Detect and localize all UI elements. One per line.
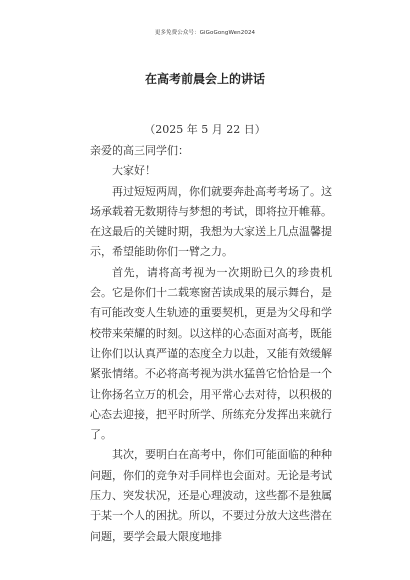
document-date: （2025 年 5 月 22 日）	[144, 123, 266, 136]
paragraph-greeting: 大家好！	[112, 164, 156, 178]
salutation: 亲爱的高三同学们：	[90, 144, 189, 157]
paragraph-second-point: 其次，要明白在高考中，你们可能面临的种种问题，你们的竞争对手同样也会面对。无论是考试压力、突发状况，还是心理波动，这些都不是独属于某一个人的困扰。所以，不要过分放大这些潜在问题，要学会最大限度地排	[90, 448, 332, 543]
header-note: 更多免费公众号：GiGoGongWen2024	[154, 30, 256, 36]
paragraph-intro: 再过短短两周，你们就要奔赴高考考场了。这场承载着无数期待与梦想的考试，即将拉开帷幕。在这最后的关键时期，我想为大家送上几点温馨提示，希望能助你们一臂之力。	[90, 184, 332, 259]
paragraph-first-point: 首先，请将高考视为一次期盼已久的珍贵机会。它是你们十二载寒窗苦读成果的展示舞台，是有可能改变人生轨迹的重要契机，更是为父母和学校带来荣耀的时刻。以这样的心态面对高考，既能让你们以认真严谨的态度全力以赴，又能有效缓解紧张情绪。不必将高考视为洪水猛兽它恰恰是一个让你扬名立万的机会，用平常心去对待，以积极的心态去迎接，把平时所学、所练充分发挥出来就行了。	[90, 265, 332, 442]
document-body	[90, 141, 332, 547]
document-title: 在高考前晨会上的讲话	[144, 72, 265, 86]
